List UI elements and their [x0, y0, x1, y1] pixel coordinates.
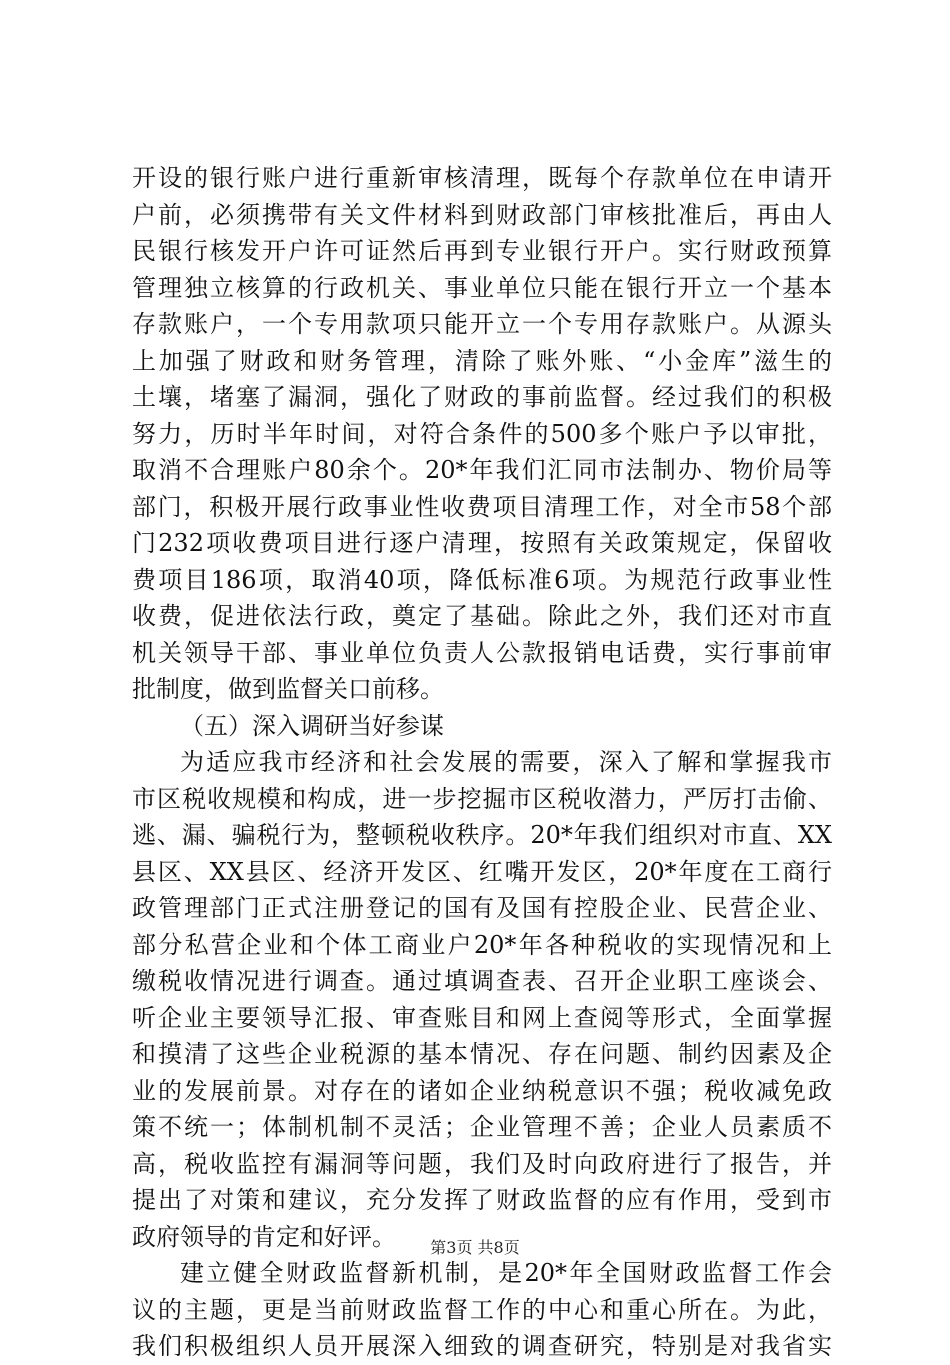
text-line: 市区税收规模和构成，进一步挖掘市区税收潜力，严厉打击偷、 [132, 784, 832, 813]
text-line: 建立健全财政监督新机制，是20*年全国财政监督工作会 [180, 1259, 832, 1287]
text-line: 议的主题，更是当前财政监督工作的中心和重心所在。为此， [132, 1295, 832, 1324]
text-line: 管理独立核算的行政机关、事业单位只能在银行开立一个基本 [132, 273, 832, 302]
text-line: 费项目186项，取消40项，降低标准6项。为规范行政事业性 [132, 565, 832, 594]
text-line: 为适应我市经济和社会发展的需要，深入了解和掌握我市 [180, 748, 832, 776]
text-line: 努力，历时半年时间，对符合条件的500多个账户予以审批， [132, 419, 832, 448]
text-line: 缴税收情况进行调查。通过填调查表、召开企业职工座谈会、 [132, 967, 832, 995]
text-line: 土壤，堵塞了漏洞，强化了财政的事前监督。经过我们的积极 [132, 383, 832, 411]
text-line: 机关领导干部、事业单位负责人公款报销电话费，实行事前审 [132, 638, 832, 667]
page-number-label: 第3页 共8页 [430, 1238, 520, 1257]
text-line: 听企业主要领导汇报、审查账目和网上查阅等形式，全面掌握 [132, 1003, 832, 1032]
text-line: 政府领导的肯定和好评。 [132, 1222, 396, 1251]
text-line: 部分私营企业和个体工商业户20*年各种税收的实现情况和上 [132, 930, 832, 959]
page-footer [0, 1238, 950, 1258]
text-line: 收费，促进依法行政，奠定了基础。除此之外，我们还对市直 [132, 602, 832, 630]
text-line: 政管理部门正式注册登记的国有及国有控股企业、民营企业、 [132, 894, 832, 922]
text-line: 存款账户，一个专用款项只能开立一个专用存款账户。从源头 [132, 310, 832, 338]
text-line: 策不统一；体制机制不灵活；企业管理不善；企业人员素质不 [132, 1113, 832, 1141]
text-line: 批制度，做到监督关口前移。 [132, 675, 444, 703]
text-line: 县区、XX县区、经济开发区、红嘴开发区，20*年度在工商行 [132, 857, 832, 886]
text-line: 取消不合理账户80余个。20*年我们汇同市法制办、物价局等 [132, 456, 832, 484]
text-line: 我们积极组织人员开展深入细致的调查研究，特别是对我省实 [132, 1332, 832, 1360]
text-line: 上加强了财政和财务管理，清除了账外账、“小金库”滋生的 [132, 346, 832, 375]
document-body [132, 160, 832, 1365]
text-line: 门232项收费项目进行逐户清理，按照有关政策规定，保留收 [132, 529, 832, 557]
text-line: （五）深入调研当好参谋 [180, 711, 444, 740]
text-line: 高，税收监控有漏洞等问题，我们及时向政府进行了报告，并 [132, 1149, 832, 1178]
text-line: 业的发展前景。对存在的诸如企业纳税意识不强；税收减免政 [132, 1076, 832, 1105]
text-line: 逃、漏、骗税行为，整顿税收秩序。20*年我们组织对市直、XX [132, 821, 832, 849]
text-line: 提出了对策和建议，充分发挥了财政监督的应有作用，受到市 [132, 1186, 832, 1214]
text-line: 部门，积极开展行政事业性收费项目清理工作，对全市58个部 [132, 492, 832, 521]
text-line: 民银行核发开户许可证然后再到专业银行开户。实行财政预算 [132, 237, 832, 265]
text-line: 开设的银行账户进行重新审核清理，既每个存款单位在申请开 [132, 164, 832, 192]
text-line: 和摸清了这些企业税源的基本情况、存在问题、制约因素及企 [132, 1040, 832, 1068]
text-line: 户前，必须携带有关文件材料到财政部门审核批准后，再由人 [132, 200, 832, 229]
